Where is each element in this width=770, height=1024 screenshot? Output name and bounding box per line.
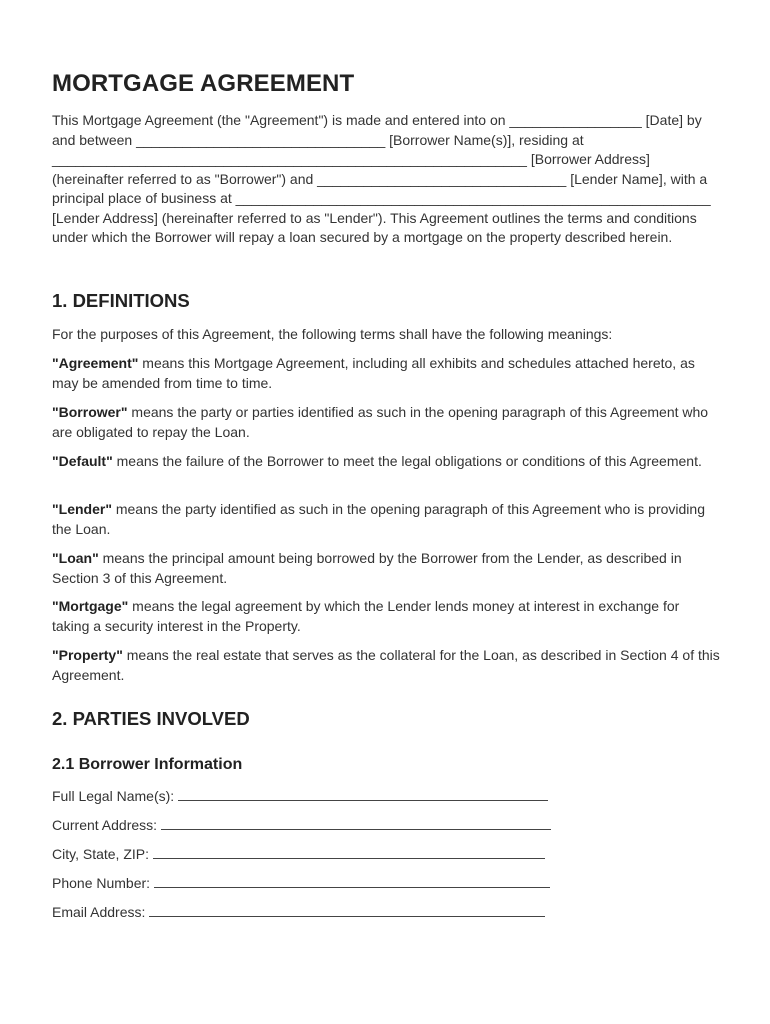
- definition-text: means the party or parties identified as such in the opening paragraph of this Agreement who are obligated to repay the Loan.: [52, 404, 709, 440]
- email-address-blank[interactable]: [149, 903, 545, 917]
- document-title: MORTGAGE AGREEMENT: [52, 70, 355, 97]
- definition-text: means the principal amount being borrowed by the Borrower from the Lender, as described in Section 3 of this Agreement.: [52, 550, 682, 586]
- definition-loan: [52, 549, 720, 588]
- definition-term: "Loan": [52, 550, 99, 566]
- definitions-heading: 1. DEFINITIONS: [52, 290, 190, 311]
- definition-text: means the failure of the Borrower to meet the legal obligations or conditions of this Agreement.: [112, 453, 702, 469]
- definition-term: "Borrower": [52, 404, 128, 420]
- definitions-lead: For the purposes of this Agreement, the following terms shall have the following meanings:: [52, 326, 613, 342]
- definition-term: "Mortgage": [52, 598, 129, 614]
- field-email-address: [52, 903, 545, 923]
- definition-text: means the legal agreement by which the Lender lends money at interest in exchange for taking a security interest in the Property.: [52, 598, 680, 634]
- definition-agreement: [52, 354, 720, 393]
- definition-text: means the party identified as such in the opening paragraph of this Agreement who is providing the Loan.: [52, 501, 705, 537]
- definition-text: means this Mortgage Agreement, including all exhibits and schedules attached hereto, as may be amended from time to time.: [52, 355, 695, 391]
- field-label: Phone Number:: [52, 875, 151, 891]
- definition-borrower: [52, 403, 720, 442]
- definition-term: "Lender": [52, 501, 112, 517]
- field-label: City, State, ZIP:: [52, 846, 149, 862]
- full-legal-name-blank[interactable]: [178, 787, 548, 801]
- definition-text: means the real estate that serves as the collateral for the Loan, as described in Section 4 of this Agreement.: [52, 647, 720, 683]
- definition-term: "Agreement": [52, 355, 139, 371]
- field-phone-number: [52, 874, 550, 894]
- definition-mortgage: [52, 597, 720, 636]
- field-label: Email Address:: [52, 904, 146, 920]
- city-state-zip-blank[interactable]: [153, 845, 545, 859]
- field-label: Full Legal Name(s):: [52, 788, 175, 804]
- definition-default: [52, 452, 720, 472]
- field-current-address: [52, 816, 551, 836]
- definition-term: "Property": [52, 647, 123, 663]
- borrower-info-heading: 2.1 Borrower Information: [52, 756, 243, 773]
- definition-term: "Default": [52, 453, 113, 469]
- field-city-state-zip: [52, 845, 545, 865]
- parties-heading: 2. PARTIES INVOLVED: [52, 708, 250, 729]
- definition-property: [52, 646, 720, 685]
- field-full-legal-name: [52, 787, 548, 807]
- definition-lender: [52, 500, 720, 539]
- current-address-blank[interactable]: [161, 816, 551, 830]
- phone-number-blank[interactable]: [154, 874, 550, 888]
- field-label: Current Address:: [52, 817, 158, 833]
- intro-paragraph: This Mortgage Agreement (the "Agreement") is made and entered into on _________________ [Date] by and between ________________________________ [Borrower Name(s)], residing at _____________________________________________________________ [Borrower Address] (hereinafter referred to as "Borrower") and ________________________________ [Lender Name], with a principal place of business at _____________________________________________________________ [Lender Address] (hereinafter referred to as "Lender"). This Agreement outlines the terms and conditions under which the Borrower will repay a loan secured by a mortgage on the property described herein.: [52, 112, 711, 245]
